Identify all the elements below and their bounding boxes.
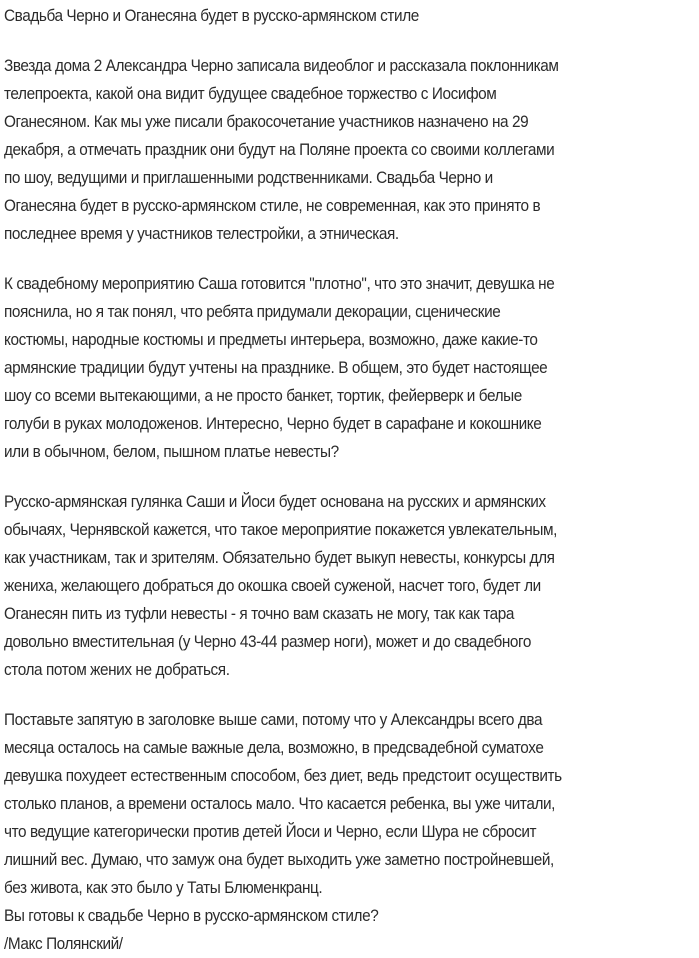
paragraph-3 — [4, 488, 695, 684]
text-line: шоу со всеми вытекающими, а не просто банкет, тортик, фейерверк и белые — [4, 387, 522, 405]
paragraph-1 — [4, 52, 695, 248]
text-line: столько планов, а времени осталось мало. Что касается ребенка, вы уже читали, — [4, 795, 556, 813]
text-line: Русско-армянская гулянка Саши и Йоси будет основана на русских и армянских — [4, 493, 546, 511]
text-line: или в обычном, белом, пышном платье невесты? — [4, 443, 339, 461]
text-line: костюмы, народные костюмы и предметы интерьера, возможно, даже какие-то — [4, 331, 538, 349]
text-line: Оганесяна будет в русско-армянском стиле, не современная, как это принято в — [4, 197, 541, 215]
text-line: декабря, а отмечать праздник они будут на Поляне проекта со своими коллегами — [4, 141, 555, 159]
text-line: пояснила, но я так понял, что ребята придумали декорации, сценические — [4, 303, 501, 321]
text-line: последнее время у участников телестройки, а этническая. — [4, 225, 399, 243]
paragraph-2 — [4, 270, 695, 466]
text-line: по шоу, ведущими и приглашенными родственниками. Свадьба Черно и — [4, 169, 493, 187]
paragraph-gap — [4, 248, 695, 270]
text-line: довольно вместительная (у Черно 43-44 размер ноги), может и до свадебного — [4, 633, 532, 651]
text-line: обычаях, Чернявской кажется, что такое мероприятие покажется увлекательным, — [4, 521, 557, 539]
text-line: стола потом жених не добраться. — [4, 661, 230, 679]
text-line: Оганесян пить из туфли невесты - я точно вам сказать не могу, так как тара — [4, 605, 515, 623]
paragraph-gap — [4, 30, 695, 52]
text-line: что ведущие категорически против детей Йоси и Черно, если Шура не сбросит — [4, 823, 537, 841]
paragraph-gap — [4, 466, 695, 488]
text-line: Поставьте запятую в заголовке выше сами, потому что у Александры всего два — [4, 711, 543, 729]
text-line: месяца осталось на самые важные дела, возможно, в предсвадебной суматохе — [4, 739, 544, 757]
article-title: Свадьба Черно и Оганесяна будет в русско-армянском стиле — [4, 7, 419, 25]
text-line: жениха, желающего добраться до окошка своей суженой, насчет того, будет ли — [4, 577, 541, 595]
text-line: Звезда дома 2 Александра Черно записала видеоблог и рассказала поклонникам — [4, 57, 559, 75]
text-line: как участникам, так и зрителям. Обязательно будет выкуп невесты, конкурсы для — [4, 549, 555, 567]
author-signature: /Макс Полянский/ — [4, 935, 123, 953]
text-line: лишний вес. Думаю, что замуж она будет выходить уже заметно постройневшей, — [4, 851, 554, 869]
text-line: телепроекта, какой она видит будущее свадебное торжество с Иосифом — [4, 85, 497, 103]
text-line: армянские традиции будут учтены на празднике. В общем, это будет настоящее — [4, 359, 548, 377]
text-line: К свадебному мероприятию Саша готовится "плотно", что это значит, девушка не — [4, 275, 555, 293]
paragraph-4 — [4, 706, 695, 958]
text-line: Оганесяном. Как мы уже писали бракосочетание участников назначено на 29 — [4, 113, 529, 131]
text-line: девушка похудеет естественным способом, без диет, ведь предстоит осуществить — [4, 767, 562, 785]
text-line: без живота, как это было у Таты Блюменкранц. — [4, 879, 323, 897]
closing-question: Вы готовы к свадьбе Черно в русско-армянском стиле? — [4, 907, 379, 925]
paragraph-gap — [4, 684, 695, 706]
text-line: голуби в руках молодоженов. Интересно, Черно будет в сарафане и кокошнике — [4, 415, 542, 433]
